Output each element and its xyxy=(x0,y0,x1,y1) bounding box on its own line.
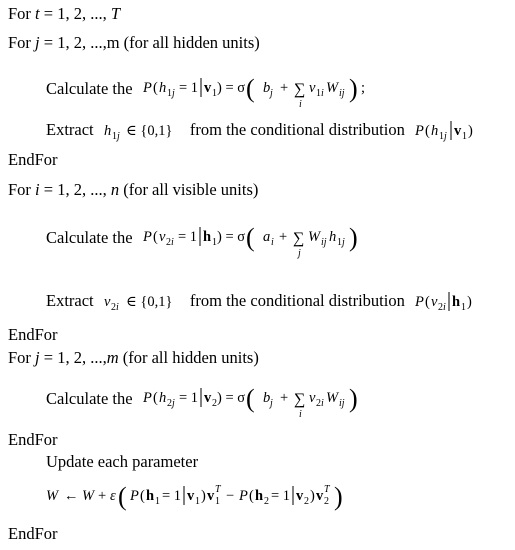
svg-text:i: i xyxy=(115,302,119,313)
svg-text:1: 1 xyxy=(166,88,172,99)
svg-text:i: i xyxy=(320,88,324,99)
svg-text:(: ( xyxy=(152,229,158,245)
calc-line-3 xyxy=(46,378,443,422)
svg-text:j: j xyxy=(171,88,175,99)
svg-text:1: 1 xyxy=(315,88,321,99)
svg-text:T: T xyxy=(215,484,221,495)
svg-text:P: P xyxy=(414,123,424,139)
svg-text:v: v xyxy=(103,294,111,310)
svg-text:1: 1 xyxy=(215,496,220,507)
svg-text:1: 1 xyxy=(336,237,342,248)
svg-text:v: v xyxy=(207,488,215,504)
formula-visible-prob xyxy=(143,217,443,261)
svg-text:h: h xyxy=(146,488,155,504)
svg-text:b: b xyxy=(262,390,270,406)
endfor-2: EndFor xyxy=(8,325,58,344)
svg-text:2: 2 xyxy=(264,496,269,507)
svg-text:1: 1 xyxy=(211,237,217,248)
svg-text:∑: ∑ xyxy=(293,391,306,408)
svg-text:b: b xyxy=(262,80,270,96)
svg-text:v: v xyxy=(308,80,316,96)
extract-label-2: Extract xyxy=(46,290,94,310)
svg-text:1: 1 xyxy=(155,496,160,507)
extract-line-1 xyxy=(46,116,503,146)
svg-text:2: 2 xyxy=(110,302,116,313)
svg-text:T: T xyxy=(324,484,330,495)
svg-text:h: h xyxy=(451,294,461,310)
svg-text:(: ( xyxy=(249,488,254,504)
update-formula-line xyxy=(46,478,386,518)
for-i-visible-line xyxy=(8,180,258,200)
formula-svg-1 xyxy=(143,68,443,112)
svg-text:= 1: = 1 xyxy=(177,229,197,245)
svg-text:1: 1 xyxy=(195,496,200,507)
svg-text:): ) xyxy=(348,223,358,252)
svg-text:h: h xyxy=(103,123,112,139)
svg-text:): ) xyxy=(334,482,343,511)
endfor-3: EndFor xyxy=(8,430,58,449)
svg-text:): ) xyxy=(310,488,315,504)
svg-text:(: ( xyxy=(152,80,158,96)
svg-text:(: ( xyxy=(152,390,158,406)
svg-text:(: ( xyxy=(140,488,145,504)
svg-text:;: ; xyxy=(360,80,365,96)
svg-text:1: 1 xyxy=(460,302,466,313)
svg-text:) = σ: ) = σ xyxy=(216,229,245,245)
svg-text:v: v xyxy=(203,80,211,96)
formula-hidden-prob-1 xyxy=(143,68,443,112)
calc-line-2 xyxy=(46,217,443,261)
svg-text:ij: ij xyxy=(338,88,345,99)
svg-text:) = σ: ) = σ xyxy=(216,390,245,406)
svg-text:P: P xyxy=(142,390,152,406)
svg-text:1: 1 xyxy=(211,88,217,99)
svg-text:∑: ∑ xyxy=(292,230,305,247)
svg-text:W: W xyxy=(325,390,338,406)
svg-text:ij: ij xyxy=(320,237,327,248)
svg-text:P: P xyxy=(239,488,248,504)
svg-text:W: W xyxy=(82,488,95,504)
svg-text:i: i xyxy=(442,302,446,313)
calc-label-2: Calculate the xyxy=(46,227,133,247)
extract-label-1: Extract xyxy=(46,119,94,139)
svg-text:j: j xyxy=(116,131,120,142)
extract-line-2 xyxy=(46,287,503,317)
formula-extract-var-1 xyxy=(102,118,186,144)
svg-text:v: v xyxy=(203,390,211,406)
svg-text:2: 2 xyxy=(166,398,172,409)
svg-text:v: v xyxy=(430,294,438,310)
svg-text:1: 1 xyxy=(461,131,467,142)
svg-text:+: + xyxy=(98,488,107,504)
svg-text:∑: ∑ xyxy=(293,81,306,98)
svg-text:= 1: = 1 xyxy=(162,488,182,504)
extract-mid-1: from the conditional distribution xyxy=(189,119,405,139)
svg-text:): ) xyxy=(348,74,358,103)
svg-text:+: + xyxy=(279,80,288,96)
svg-text:P: P xyxy=(142,229,152,245)
svg-text:P: P xyxy=(130,488,139,504)
calc-label-3: Calculate the xyxy=(46,388,133,408)
svg-text:= 1: = 1 xyxy=(178,80,198,96)
svg-text:v: v xyxy=(316,488,324,504)
svg-text:P: P xyxy=(414,294,424,310)
for-i-text: For i = 1, 2, ..., n (for all visible units) xyxy=(8,180,259,199)
svg-text:(: ( xyxy=(424,294,430,310)
svg-text:v: v xyxy=(296,488,304,504)
svg-text:P: P xyxy=(142,80,152,96)
svg-text:h: h xyxy=(202,229,211,245)
svg-text:(: ( xyxy=(118,482,127,511)
formula-weight-update xyxy=(46,478,386,518)
svg-text:= 1: = 1 xyxy=(178,390,198,406)
svg-text:i: i xyxy=(170,237,174,248)
svg-text:ε: ε xyxy=(110,488,116,504)
svg-text:= 1: = 1 xyxy=(271,488,291,504)
svg-text:∈ {0,1}: ∈ {0,1} xyxy=(125,123,173,139)
for-j-hidden-line-2 xyxy=(8,348,259,368)
svg-text:2: 2 xyxy=(304,496,309,507)
svg-text:1: 1 xyxy=(111,131,117,142)
svg-text:) = σ: ) = σ xyxy=(216,80,245,96)
svg-text:2: 2 xyxy=(211,398,217,409)
formula-hidden-prob-2 xyxy=(143,378,443,422)
svg-text:h: h xyxy=(430,123,439,139)
formula-extract-dist-2 xyxy=(413,287,503,317)
svg-text:2: 2 xyxy=(315,398,321,409)
svg-text:): ) xyxy=(466,294,472,310)
svg-text:h: h xyxy=(158,80,166,96)
svg-text:j: j xyxy=(443,131,447,142)
svg-text:W: W xyxy=(46,488,59,504)
svg-text:ij: ij xyxy=(338,398,345,409)
svg-text:i: i xyxy=(270,237,274,248)
svg-text:j: j xyxy=(269,88,273,99)
svg-text:1: 1 xyxy=(438,131,444,142)
svg-text:i: i xyxy=(298,99,302,110)
svg-text:): ) xyxy=(201,488,206,504)
svg-text:a: a xyxy=(262,229,270,245)
calc-line-1 xyxy=(46,68,443,112)
formula-extract-var-2 xyxy=(102,289,186,315)
svg-text:∈ {0,1}: ∈ {0,1} xyxy=(125,294,173,310)
svg-text:+: + xyxy=(278,229,287,245)
svg-text:j: j xyxy=(297,248,301,259)
svg-text:i: i xyxy=(298,409,302,420)
svg-text:v: v xyxy=(187,488,195,504)
svg-text:v: v xyxy=(453,123,462,139)
svg-text:(: ( xyxy=(245,384,255,413)
svg-text:+: + xyxy=(279,390,288,406)
svg-text:h: h xyxy=(158,390,166,406)
svg-text:2: 2 xyxy=(324,496,329,507)
update-line: Update each parameter xyxy=(46,452,199,471)
svg-text:−: − xyxy=(226,488,235,504)
svg-text:j: j xyxy=(341,237,345,248)
svg-text:2: 2 xyxy=(437,302,443,313)
svg-text:←: ← xyxy=(64,488,79,504)
svg-text:(: ( xyxy=(245,223,255,252)
for-j-text-2: For j = 1, 2, ...,m (for all hidden units) xyxy=(8,348,259,367)
svg-text:W: W xyxy=(307,229,320,245)
svg-text:j: j xyxy=(171,398,175,409)
svg-text:v: v xyxy=(158,229,166,245)
for-j-text-1: For j = 1, 2, ...,m (for all hidden units) xyxy=(8,33,260,52)
svg-text:j: j xyxy=(269,398,273,409)
svg-text:h: h xyxy=(328,229,336,245)
endfor-1: EndFor xyxy=(8,150,58,169)
for-j-hidden-line-1 xyxy=(8,33,260,53)
svg-text:h: h xyxy=(255,488,264,504)
for-t-line xyxy=(8,4,120,24)
svg-text:2: 2 xyxy=(165,237,171,248)
svg-text:i: i xyxy=(320,398,324,409)
svg-text:v: v xyxy=(308,390,316,406)
svg-text:): ) xyxy=(467,123,473,139)
svg-text:): ) xyxy=(348,384,358,413)
formula-extract-dist-1 xyxy=(413,116,503,146)
endfor-4: EndFor xyxy=(8,524,58,543)
extract-mid-2: from the conditional distribution xyxy=(189,290,405,310)
svg-text:(: ( xyxy=(424,123,430,139)
svg-text:W: W xyxy=(325,80,338,96)
for-t-text: For t = 1, 2, ..., T xyxy=(8,4,121,23)
calc-label-1: Calculate the xyxy=(46,78,133,98)
svg-text:(: ( xyxy=(245,74,255,103)
